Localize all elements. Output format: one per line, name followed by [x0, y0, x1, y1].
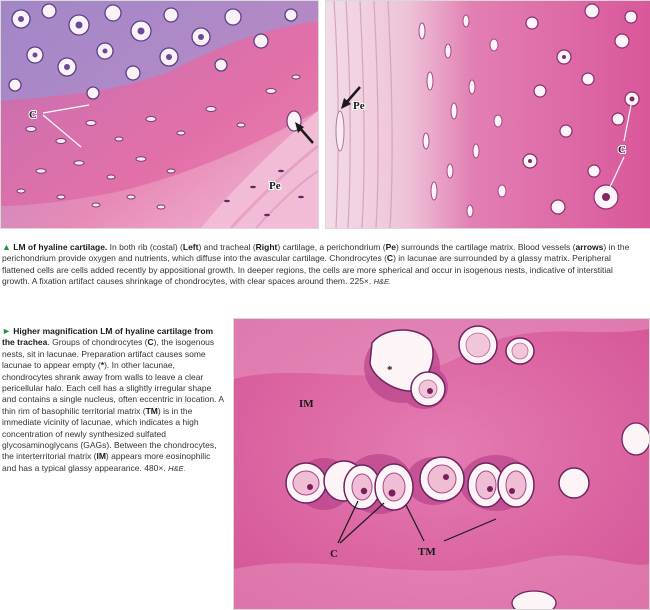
micrograph-trachea-high-mag — [233, 318, 650, 610]
figure-caption-top: ▲ LM of hyaline cartilage. In both rib (costal) (Left) and tracheal (Right) cartilage, a perichondrium (Pe) surrounds the cartilage matrix. Blood vessels (arrows) in the perichondrium provide oxygen and nutrients, which diffuse into the avascular cartilage. Chondrocytes (C) in lacunae are surrounded by a glassy matrix. Peripheral flattened cells are cells added recently by appositional growth. In deeper regions, the cells are more spherical and occur in isogenous nests, indicative of interstitial growth. A fixation artifact causes shrinkage of chondrocytes, with clear spaces around them. 225×. H&E. — [2, 242, 630, 287]
triangle-right-icon: ► — [2, 326, 11, 336]
figure-caption-side: ► Higher magnification LM of hyaline cartilage from the trachea. Groups of chondrocytes (C), the isogenous nests, sit in lacunae. Preparation artifact causes some lacunae to appear empty (*). In other lacunae, chondrocytes shrank away from walls to leave a clear pericellular halo. Each cell has a slightly irregular shape and contains a single nucleus, often eccentric in location. A thin rim of basophilic territorial matrix (TM) is in the immediate vicinity of lacunae, which indicates a high concentration of newly synthesized sulfated glycosaminoglycans (GAGs). Between the chondrocytes, the interterritorial matrix (IM) appears more eosinophilic and has a typical glassy appearance. 480×. H&E. — [2, 326, 224, 473]
label-c-bottom: C — [330, 548, 338, 560]
label-pe-right: Pe — [353, 100, 365, 112]
label-c-left: C — [29, 109, 37, 121]
micrograph-tracheal-cartilage — [325, 0, 650, 229]
label-tm: TM — [418, 546, 436, 558]
micrograph-trachea-image — [234, 319, 649, 609]
micrograph-rib-cartilage — [0, 0, 319, 229]
label-empty-lacuna-star: * — [387, 364, 393, 376]
label-c-right: C — [618, 144, 626, 156]
micrograph-tracheal-image — [326, 1, 650, 228]
triangle-up-icon: ▲ — [2, 242, 11, 252]
label-im: IM — [299, 398, 314, 410]
label-pe-left: Pe — [269, 180, 281, 192]
micrograph-rib-image — [1, 1, 318, 228]
